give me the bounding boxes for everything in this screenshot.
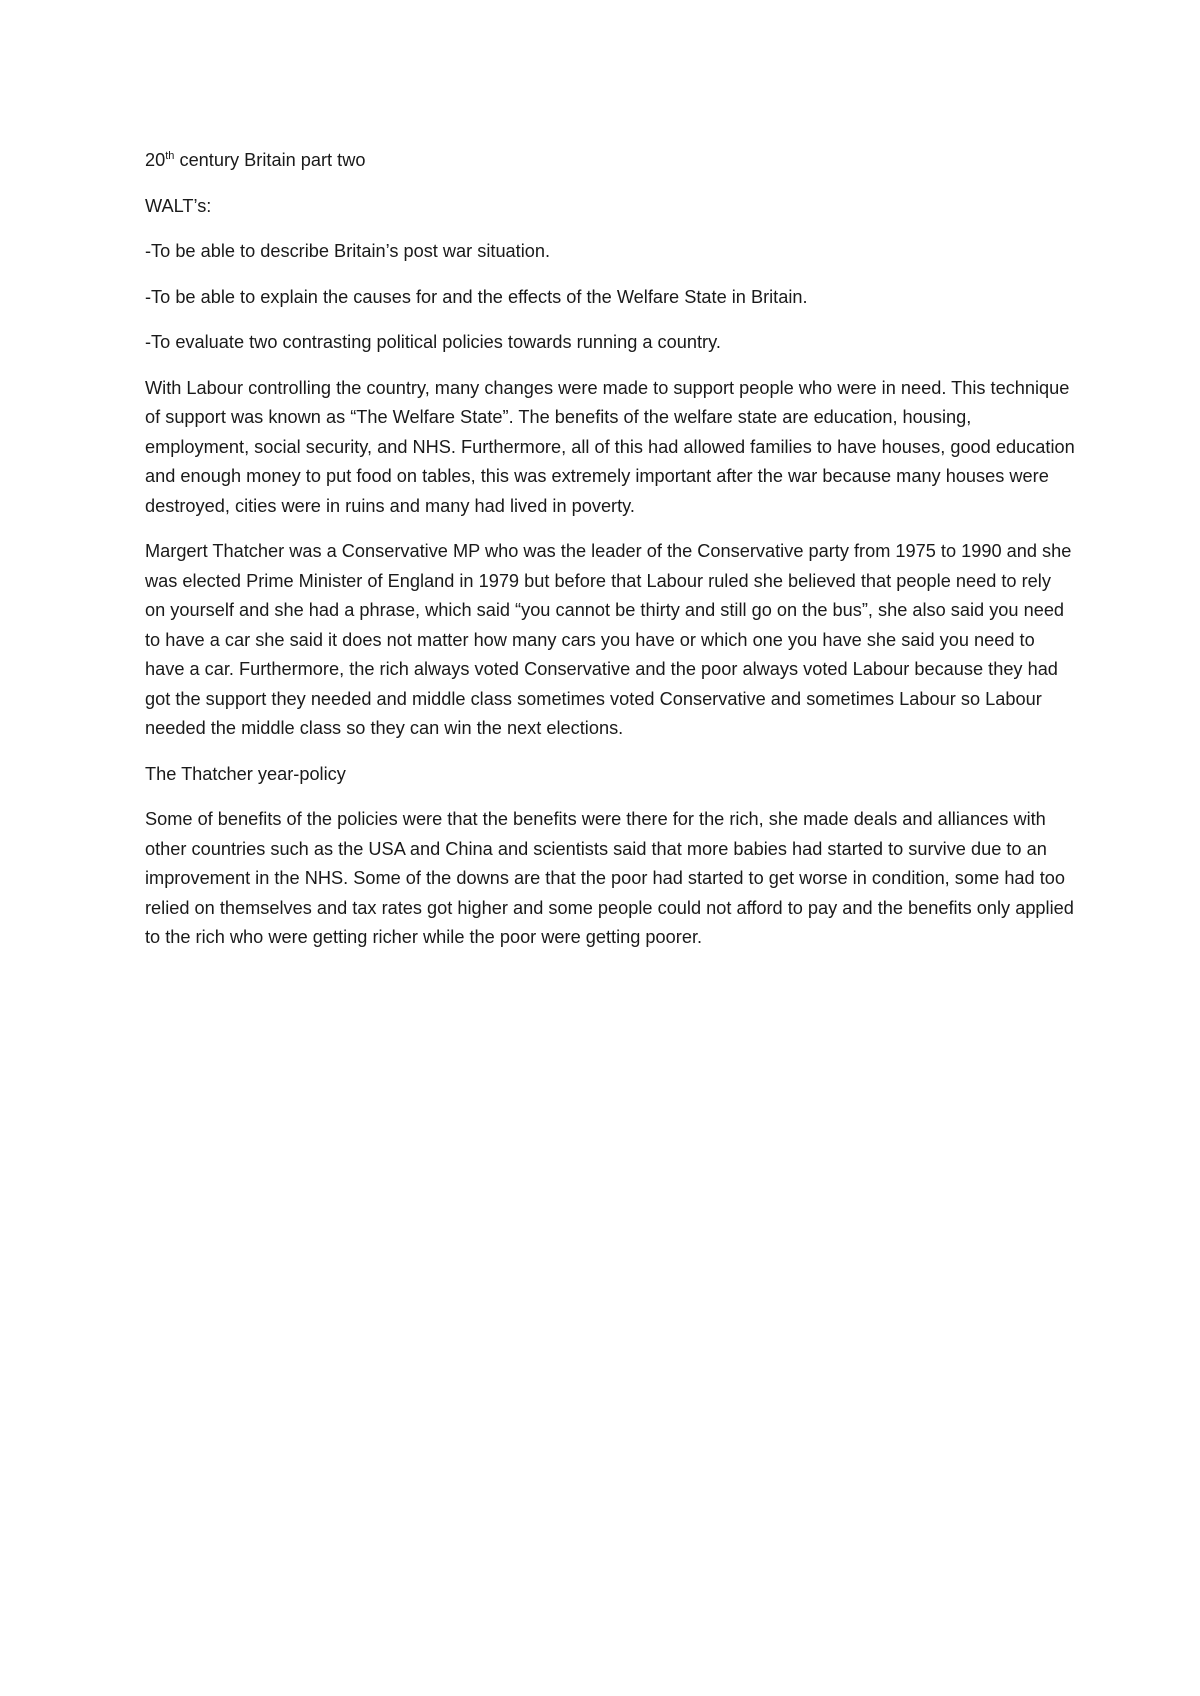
paragraph-welfare-state: With Labour controlling the country, many changes were made to support people who were in need. This technique of support was known as “The Welfare State”. The benefits of the welfare state are education, housing, employment, social security, and NHS. Furthermore, all of this had allowed families to have houses, good education and enough money to put food on tables, this was extremely important after the war because many houses were destroyed, cities were in ruins and many had lived in poverty. bbox=[145, 377, 1075, 516]
paragraph-policy: Some of benefits of the policies were that the benefits were there for the rich, she made deals and alliances with other countries such as the USA and China and scientists said that more babies had started to survive due to an improvement in the NHS. Some of the downs are that the poor had started to get worse in condition, some had too relied on themselves and tax rates got higher and some people could not afford to pay and the benefits only applied to the rich who were getting richer while the poor were getting poorer. bbox=[145, 809, 1074, 947]
paragraph-thatcher: Margert Thatcher was a Conservative MP who was the leader of the Conservative party from 1975 to 1990 and she was elected Prime Minister of England in 1979 but before that Labour ruled she believed that people need to rely on yourself and she had a phrase, which said “you cannot be thirty and still go on the bus”, she also said you need to have a car she said it does not matter how many cars you have or which one you have she said you need to have a car. Furthermore, the rich always voted Conservative and the poor always voted Labour because they had got the support they needed and middle class sometimes voted Conservative and sometimes Labour so Labour needed the middle class so they can win the next elections. bbox=[145, 541, 1072, 738]
objective-2: -To be able to explain the causes for and the effects of the Welfare State in Britain. bbox=[145, 286, 808, 307]
objective-1: -To be able to describe Britain’s post war situation. bbox=[145, 241, 551, 261]
document-body bbox=[145, 146, 1075, 969]
document-title bbox=[145, 146, 1075, 176]
title-number: 20 bbox=[145, 150, 166, 170]
walts-heading: WALT’s: bbox=[145, 195, 212, 216]
title-text: century Britain part two bbox=[174, 150, 366, 170]
subheading-thatcher-policy: The Thatcher year-policy bbox=[145, 763, 346, 784]
objective-3: -To evaluate two contrasting political policies towards running a country. bbox=[145, 332, 721, 352]
title-superscript: th bbox=[165, 149, 175, 162]
